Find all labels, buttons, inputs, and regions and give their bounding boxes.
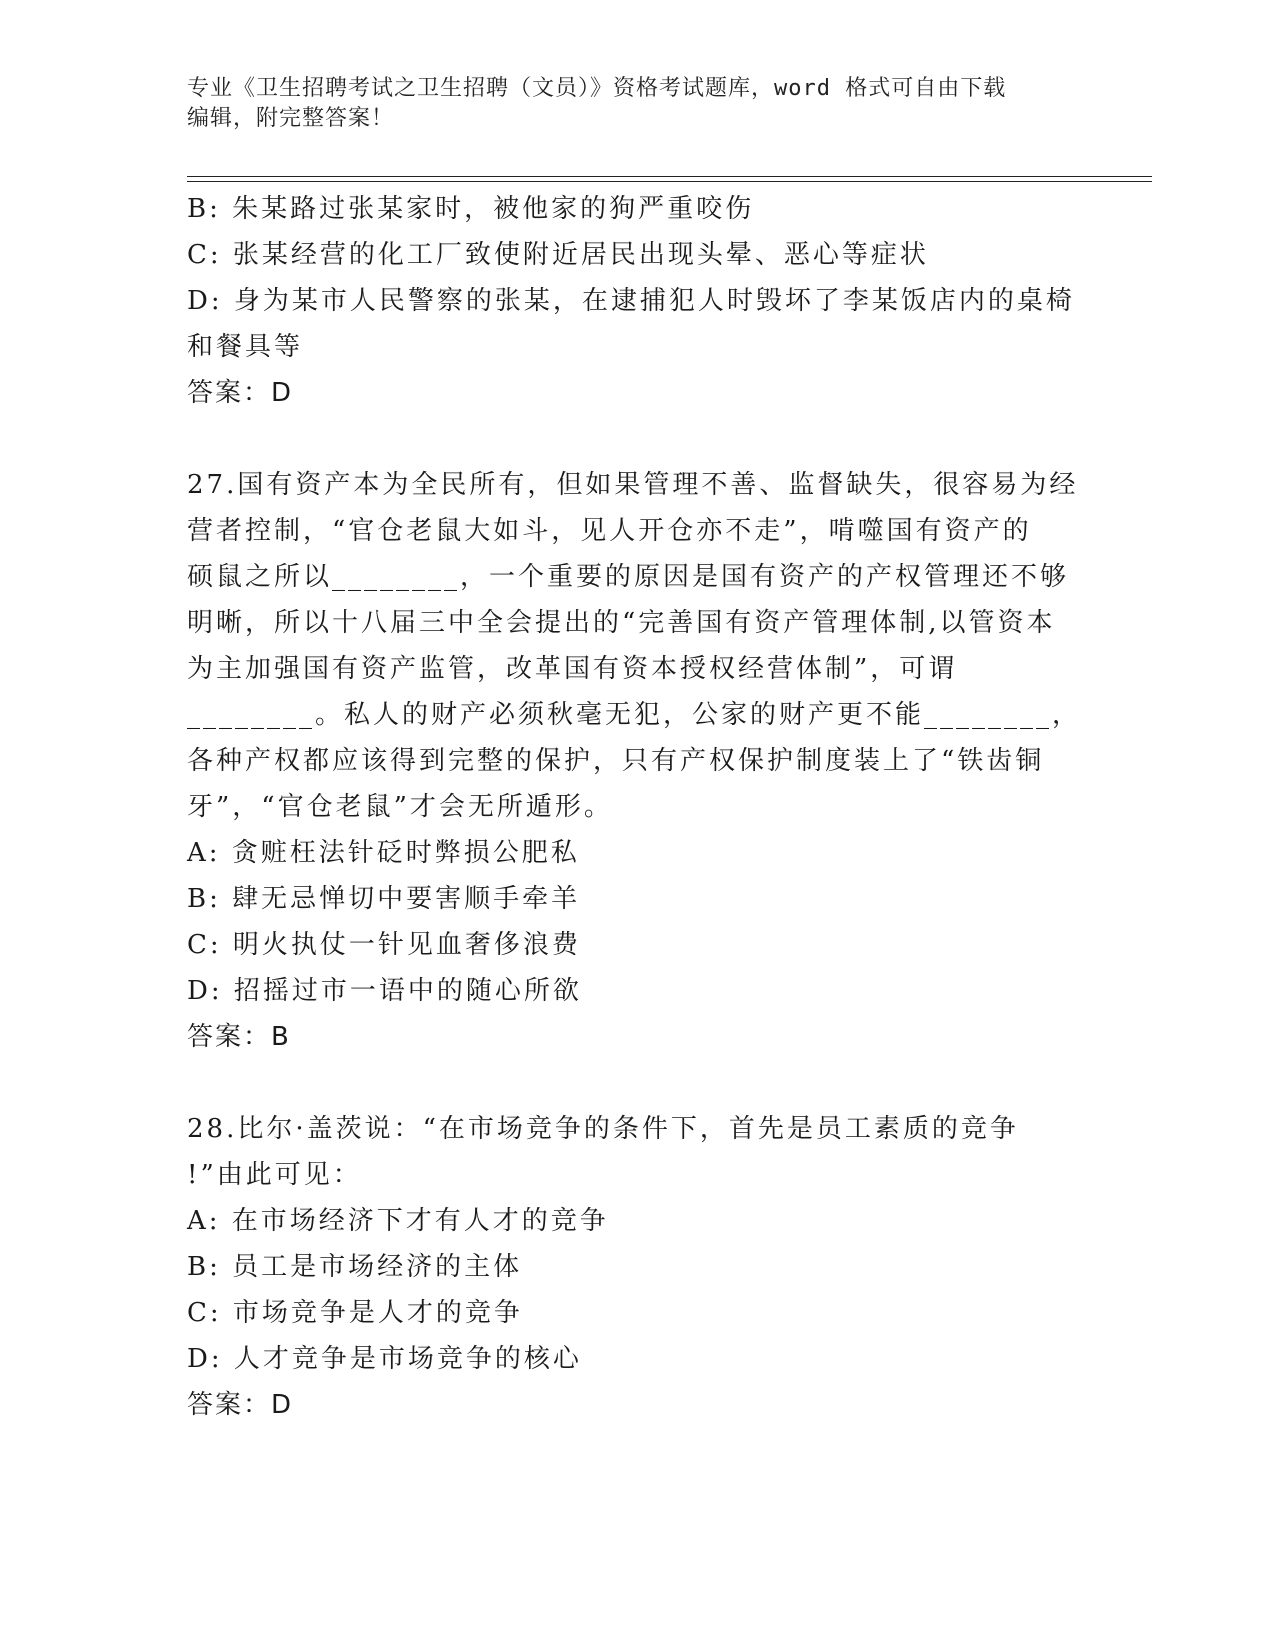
question-stem-line: 各种产权都应该得到完整的保护，只有产权保护制度装上了“铁齿铜 xyxy=(187,746,1045,776)
question-28 xyxy=(187,1106,1087,1428)
spacer xyxy=(187,1060,1087,1106)
option-b: B: 员工是市场经济的主体 xyxy=(187,1252,523,1282)
question-stem-line: 28.比尔·盖茨说：“在市场竞争的条件下，首先是员工素质的竞争 xyxy=(187,1114,1019,1144)
document-header xyxy=(187,74,1087,134)
header-line-2: 编辑，附完整答案！ xyxy=(187,106,395,131)
option-d-continued: 和餐具等 xyxy=(187,332,304,362)
answer: 答案：D xyxy=(187,378,294,408)
question-stem-line: ________。私人的财产必须秋毫无犯，公家的财产更不能________， xyxy=(187,700,1082,730)
header-line-1: 专业《卫生招聘考试之卫生招聘（文员）》资格考试题库，word 格式可自由下载 xyxy=(187,76,1007,101)
question-stem-line: 为主加强国有资产监管，改革国有资本授权经营体制”，可谓 xyxy=(187,654,958,684)
option-c: C: 市场竞争是人才的竞争 xyxy=(187,1298,523,1328)
header-divider-top xyxy=(187,176,1152,177)
question-stem-line: 27.国有资产本为全民所有，但如果管理不善、监督缺失，很容易为经 xyxy=(187,470,1079,500)
option-c: C: 明火执仗一针见血奢侈浪费 xyxy=(187,930,581,960)
question-27 xyxy=(187,462,1087,1060)
option-b: B: 朱某路过张某家时，被他家的狗严重咬伤 xyxy=(187,194,755,224)
question-stem-line: 明晰，所以十八届三中全会提出的“完善国有资产管理体制,以管资本 xyxy=(187,608,1056,638)
option-b: B: 肆无忌惮切中要害顺手牵羊 xyxy=(187,884,581,914)
option-d: D: 人才竞争是市场竞争的核心 xyxy=(187,1344,582,1374)
question-stem-line: 牙”，“官仓老鼠”才会无所遁形。 xyxy=(187,792,613,822)
option-a: A: 在市场经济下才有人才的竞争 xyxy=(187,1206,609,1236)
question-content xyxy=(187,186,1087,1428)
answer: 答案：B xyxy=(187,1022,291,1052)
question-stem-line: 硕鼠之所以________，一个重要的原因是国有资产的产权管理还不够 xyxy=(187,562,1070,592)
question-stem-line: !”由此可见： xyxy=(187,1160,362,1190)
answer: 答案：D xyxy=(187,1390,294,1420)
option-a: A: 贪赃枉法针砭时弊损公肥私 xyxy=(187,838,580,868)
spacer xyxy=(187,416,1087,462)
option-d: D: 招摇过市一语中的随心所欲 xyxy=(187,976,582,1006)
option-d: D: 身为某市人民警察的张某，在逮捕犯人时毁坏了李某饭店内的桌椅 xyxy=(187,286,1075,316)
question-stem-line: 营者控制，“官仓老鼠大如斗，见人开仓亦不走”，啃噬国有资产的 xyxy=(187,516,1032,546)
header-divider-bottom xyxy=(187,181,1152,182)
option-c: C: 张某经营的化工厂致使附近居民出现头晕、恶心等症状 xyxy=(187,240,929,270)
question-26-tail xyxy=(187,186,1087,416)
